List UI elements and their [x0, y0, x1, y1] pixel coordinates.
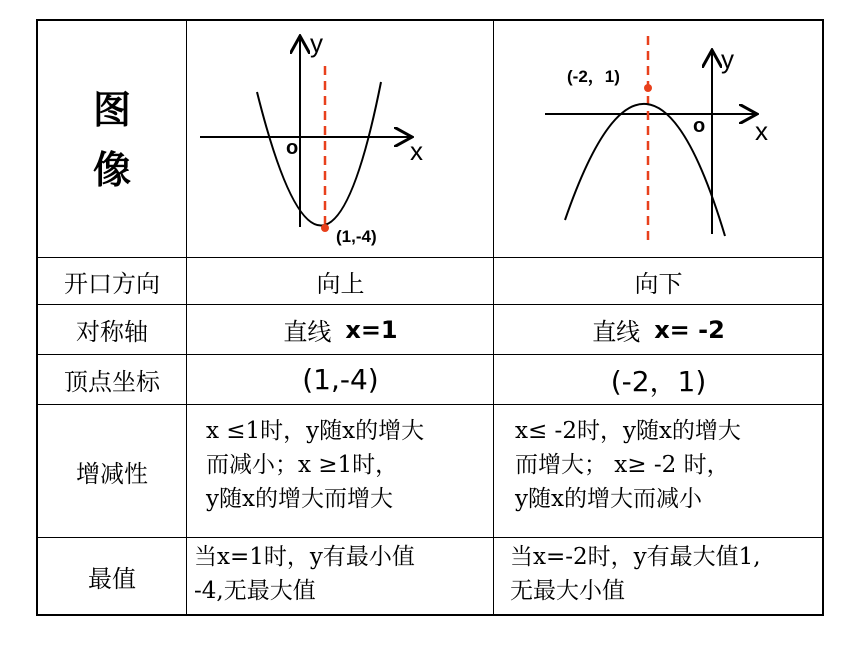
vertex-point	[321, 224, 329, 232]
axis-row-label: 对称轴	[76, 318, 148, 346]
axis-left-equation: x=1	[345, 315, 398, 344]
parabola-curve	[257, 82, 381, 226]
monotonic-left-line: 而减小；x ≥1时，	[206, 452, 399, 478]
y-axis-label: y	[721, 44, 734, 74]
axis-left-cell	[188, 305, 493, 354]
opening-right-value: 向下	[634, 269, 683, 298]
extreme-right-line: 无最大小值	[510, 578, 625, 604]
monotonic-left-line: y随x的增大而增大	[206, 486, 393, 512]
axis-right-equation: x= -2	[654, 315, 725, 344]
graph-row-label: 图 像	[92, 87, 131, 192]
downward-parabola-graph	[495, 22, 822, 256]
monotonic-right-line: x≤ -2时，y随x的增大	[515, 418, 741, 444]
column-divider	[493, 19, 494, 616]
vertex-row-label: 顶点坐标	[64, 368, 160, 396]
monotonic-row-label: 增减性	[76, 459, 148, 488]
column-divider	[186, 19, 187, 616]
axis-right-prefix: 直线	[592, 318, 641, 346]
axis-right-cell	[495, 305, 822, 354]
opening-left-value: 向上	[316, 269, 365, 298]
vertex-label: (1,-4)	[336, 227, 377, 246]
monotonic-right-line: 而增大； x≥ -2 时，	[515, 452, 730, 478]
x-axis-label: x	[755, 116, 768, 146]
vertex-left-value: (1,-4)	[302, 363, 379, 396]
extreme-left-line: 当x=1时，y有最小值	[194, 544, 415, 570]
y-axis-label: y	[310, 28, 323, 58]
monotonic-left-line: x ≤1时，y随x的增大	[206, 418, 425, 444]
upward-parabola-graph	[188, 22, 492, 256]
x-axis-label: x	[410, 136, 423, 166]
extreme-row-label: 最值	[88, 564, 136, 593]
axis-left-prefix: 直线	[283, 318, 332, 346]
vertex-point	[644, 84, 652, 92]
opening-row-label: 开口方向	[64, 269, 160, 298]
extreme-right-line: 当x=-2时，y有最大值1,	[510, 544, 761, 570]
origin-label: o	[693, 115, 706, 137]
monotonic-right-cell	[515, 414, 820, 534]
extreme-left-cell	[194, 540, 490, 612]
origin-label: o	[286, 137, 299, 159]
monotonic-right-line: y随x的增大而减小	[515, 486, 702, 512]
vertex-label: (-2，1)	[567, 67, 620, 86]
extreme-left-line: -4,无最大值	[194, 578, 316, 604]
monotonic-left-cell	[206, 414, 490, 534]
vertex-right-value: (-2，1)	[610, 364, 707, 398]
extreme-right-cell	[510, 540, 820, 612]
